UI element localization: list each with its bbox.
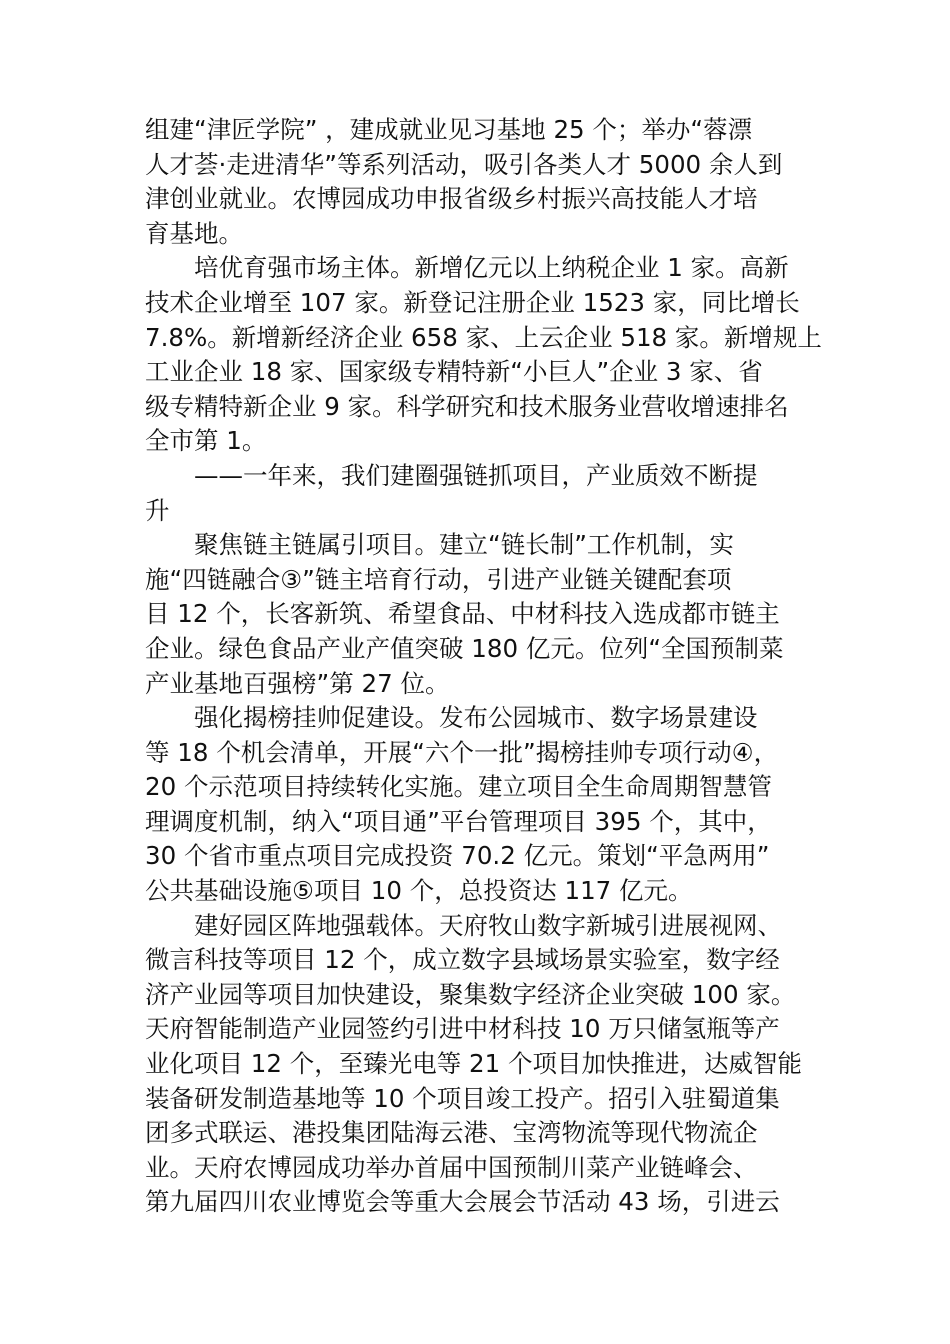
text-line: 全市第 1。 [145,426,267,456]
text-line: 工业企业 18 家、国家级专精特新“小巨人”企业 3 家、省 [145,357,763,387]
text-line: 7.8%。新增新经济企业 658 家、上云企业 518 家。新增规上 [145,322,822,352]
text-line: 理调度机制，纳入“项目通”平台管理项目 395 个，其中， [145,806,772,836]
text-line: 建好园区阵地强载体。天府牧山数字新城引进展视网、 [194,910,782,940]
text-line: ——一年来，我们建圈强链抓项目，产业质效不断提 [194,460,758,490]
text-line: 天府智能制造产业园签约引进中材科技 10 万只储氢瓶等产 [145,1014,780,1044]
text-line: 育基地。 [145,218,243,248]
text-line: 升 [145,495,170,525]
text-line: 团多式联运、港投集团陆海云港、宝湾物流等现代物流企 [145,1118,758,1148]
text-line: 强化揭榜挂帅促建设。发布公园城市、数字场景建设 [194,703,758,733]
text-line: 施“四链融合③”链主培育行动，引进产业链关键配套项 [145,564,732,594]
text-line: 业化项目 12 个，至臻光电等 21 个项目加快推进，达威智能 [145,1049,802,1079]
text-line: 等 18 个机会清单，开展“六个一批”揭榜挂帅专项行动④， [145,737,779,767]
text-line: 目 12 个，长客新筑、希望食品、中材科技入选成都市链主 [145,599,780,629]
text-line: 级专精特新企业 9 家。科学研究和技术服务业营收增速排名 [145,391,789,421]
text-line: 装备研发制造基地等 10 个项目竣工投产。招引入驻蜀道集 [145,1083,780,1113]
text-line: 企业。绿色食品产业产值突破 180 亿元。位列“全国预制菜 [145,633,784,663]
text-line: 津创业就业。农博园成功申报省级乡村振兴高技能人才培 [145,184,758,214]
text-line: 第九届四川农业博览会等重大会展会节活动 43 场，引进云 [145,1187,780,1217]
text-line: 人才荟·走进清华”等系列活动，吸引各类人才 5000 余人到 [145,149,783,179]
text-line: 业。天府农博园成功举办首届中国预制川菜产业链峰会、 [145,1152,758,1182]
text-line: 培优育强市场主体。新增亿元以上纳税企业 1 家。高新 [194,253,789,283]
text-line: 30 个省市重点项目完成投资 70.2 亿元。策划“平急两用” [145,841,770,871]
text-line: 聚焦链主链属引项目。建立“链长制”工作机制，实 [194,530,734,560]
text-line: 技术企业增至 107 家。新登记注册企业 1523 家，同比增长 [145,287,800,317]
text-line: 济产业园等项目加快建设，聚集数字经济企业突破 100 家。 [145,979,796,1009]
text-line: 20 个示范项目持续转化实施。建立项目全生命周期智慧管 [145,772,772,802]
text-line: 微言科技等项目 12 个，成立数字县域场景实验室，数字经 [145,945,780,975]
text-line: 产业基地百强榜”第 27 位。 [145,668,450,698]
text-line: 公共基础设施⑤项目 10 个，总投资达 117 亿元。 [145,876,693,906]
text-line: 组建“津匠学院” ，建成就业见习基地 25 个；举办“蓉漂 [145,115,753,144]
body-text [145,113,830,1220]
